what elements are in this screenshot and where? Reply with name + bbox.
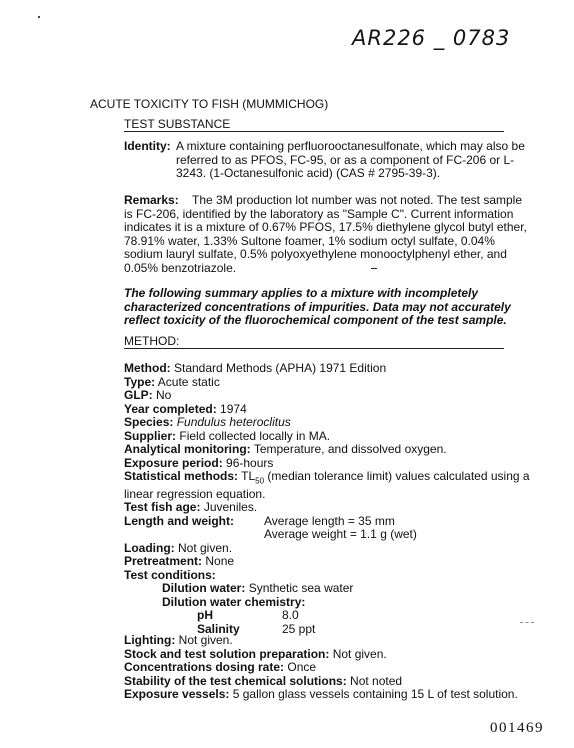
- analytical-label: Analytical monitoring:: [124, 442, 251, 456]
- remarks-line: 0.05% benzotriazole.: [124, 260, 237, 275]
- age-label: Test fish age:: [124, 500, 201, 515]
- type-value: Acute static: [157, 374, 220, 389]
- concentrations-label: Concentrations dosing rate:: [124, 660, 285, 674]
- summary-line: The following summary applies to a mixture with incompletely: [124, 286, 479, 300]
- lighting-value: Not given.: [178, 633, 233, 647]
- scan-mark: [520, 622, 534, 623]
- page-title: ACUTE TOXICITY TO FISH (MUMMICHOG): [90, 97, 329, 111]
- method-value: Standard Methods (APHA) 1971 Edition: [174, 361, 387, 375]
- test-substance-heading: TEST SUBSTANCE: [124, 117, 231, 131]
- salinity-label: Salinity: [197, 621, 240, 636]
- concentrations-value: Once: [287, 660, 317, 674]
- age-value: Juveniles.: [203, 500, 258, 515]
- analytical-value: Temperature, and dissolved oxygen.: [253, 442, 447, 456]
- identity-line: A mixture containing perfluorooctanesulfonate, which may also be: [176, 139, 525, 153]
- exposure-label: Exposure period:: [124, 455, 223, 470]
- stock-label: Stock and test solution preparation:: [124, 646, 330, 661]
- identity-text: [176, 139, 525, 181]
- method-rule: [124, 348, 504, 349]
- handwritten-document-number: AR226 _ 0783: [352, 26, 511, 50]
- exposure-vessels-value: 5 gallon glass vessels containing 15 L of test solution.: [232, 687, 518, 701]
- dilution-chemistry-label: Dilution water chemistry:: [162, 594, 306, 609]
- identity-line: 3243. (1-Octanesulfonic acid) (CAS # 2795-39-3).: [176, 166, 441, 180]
- loading-label: Loading:: [124, 540, 175, 555]
- supplier-label: Supplier:: [124, 428, 177, 443]
- ph-value: 8.0: [282, 608, 299, 623]
- test-substance-rule: [124, 131, 504, 132]
- method-heading: METHOD:: [124, 334, 180, 348]
- method-details-lower: [124, 634, 564, 702]
- remarks-line: 78.91% water, 1.33% Sultone foamer, 1% sodium octyl sulfate, 0.04%: [124, 233, 495, 248]
- species-value: Fundulus heteroclitus: [176, 415, 291, 429]
- year-label: Year completed:: [124, 401, 217, 416]
- glp-value: No: [156, 388, 172, 402]
- supplier-value: Field collected locally in MA.: [179, 428, 331, 443]
- remarks-line: The 3M production lot number was not noted. The test sample: [192, 193, 523, 207]
- salinity-value: 25 ppt: [282, 621, 316, 636]
- statistical-label: Statistical methods:: [124, 469, 239, 483]
- identity-line: referred to as PFOS, FC-95, or as a component of FC-206 or L-: [176, 152, 515, 167]
- year-value: 1974: [220, 401, 247, 416]
- remarks-line: indicates it is a mixture of 0.67% PFOS, 17.5% diethylene glycol butyl ether,: [124, 220, 527, 234]
- remarks-line: sodium lauryl sulfate, 0.5% polyoxyethylene monooctylphenyl ether, and: [124, 247, 507, 261]
- method-label: Method:: [124, 361, 171, 375]
- scan-speck: [38, 16, 40, 18]
- remarks-line: is FC-206, identified by the laboratory as "Sample C". Current information: [124, 206, 514, 221]
- statistical-value: (median tolerance limit) values calculated using a: [267, 469, 530, 483]
- method-details: [124, 362, 554, 636]
- pretreatment-value: None: [205, 554, 235, 569]
- page-number-stamp: 001469: [490, 720, 544, 736]
- type-label: Type:: [124, 374, 156, 389]
- length-value: Average length = 35 mm: [264, 513, 395, 528]
- exposure-vessels-label: Exposure vessels:: [124, 687, 230, 701]
- lighting-label: Lighting:: [124, 633, 176, 647]
- species-label: Species:: [124, 415, 174, 429]
- test-conditions-label: Test conditions:: [124, 567, 216, 582]
- summary-line: reflect toxicity of the fluorochemical component of the test sample.: [124, 313, 507, 327]
- dilution-water-value: Synthetic sea water: [248, 581, 354, 596]
- length-weight-label: Length and weight:: [124, 513, 234, 528]
- identity-label: Identity:: [124, 139, 171, 153]
- stock-value: Not given.: [332, 646, 387, 661]
- statistical-tl: TL: [241, 469, 256, 483]
- weight-value: Average weight = 1.1 g (wet): [264, 527, 417, 542]
- dilution-water-label: Dilution water:: [162, 581, 246, 596]
- stability-value: Not noted: [350, 673, 403, 688]
- remarks-paragraph: [124, 193, 527, 275]
- statistical-value-cont: linear regression equation.: [124, 486, 266, 501]
- glp-label: GLP:: [124, 388, 153, 402]
- summary-disclaimer: [124, 287, 524, 328]
- pretreatment-label: Pretreatment:: [124, 554, 203, 569]
- ph-label: pH: [197, 608, 213, 623]
- remarks-label: Remarks:: [124, 193, 179, 207]
- loading-value: Not given.: [178, 540, 233, 555]
- stability-label: Stability of the test chemical solutions:: [124, 673, 347, 688]
- stray-mark: [371, 268, 377, 269]
- statistical-subscript: 50: [255, 476, 265, 486]
- exposure-value: 96-hours: [226, 455, 274, 470]
- summary-line: characterized concentrations of impurities. Data may not accurately: [124, 299, 511, 314]
